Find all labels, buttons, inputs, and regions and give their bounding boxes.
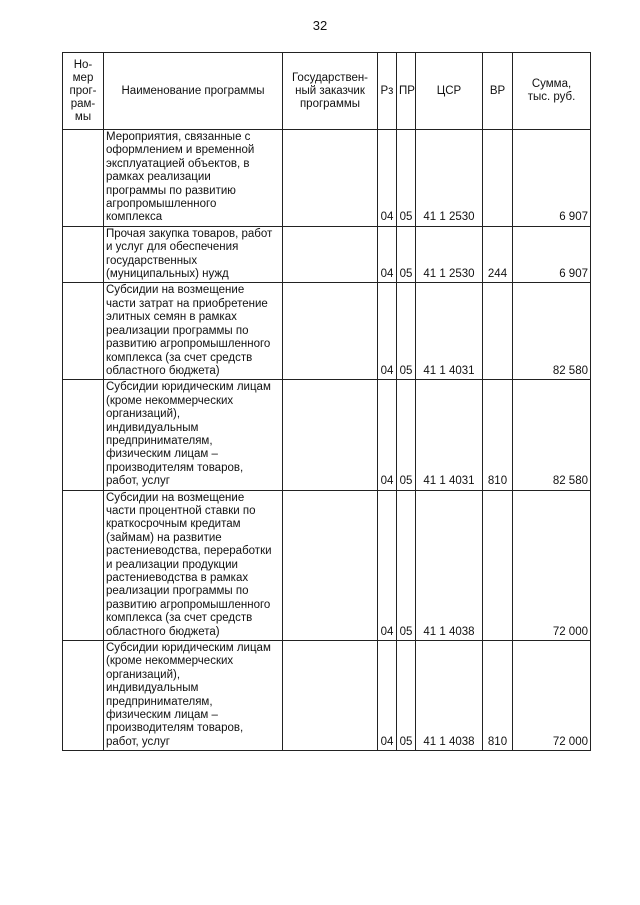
expense-type-cell (483, 490, 513, 640)
header-section (378, 53, 397, 130)
subsection-cell: 05 (397, 380, 416, 490)
header-expense-type (483, 53, 513, 130)
header-text-line: Государствен- (291, 71, 369, 84)
program-name-line: областного бюджета) (106, 364, 220, 377)
expense-type-cell: 244 (483, 226, 513, 283)
amount-cell: 72 000 (513, 490, 591, 640)
expense-type-cell (483, 130, 513, 227)
header-text-line: ПР (399, 84, 415, 97)
header-state-customer (283, 53, 378, 130)
target-article-cell: 41 1 4031 (416, 283, 483, 380)
program-name-line: части затрат на приобретение (106, 297, 268, 310)
program-name-line: развитию агропромышленного (106, 338, 271, 351)
program-name-line: Субсидии юридическим лицам (106, 642, 271, 655)
header-text-line: Рз (380, 84, 394, 97)
expense-type-cell (483, 283, 513, 380)
subsection-cell: 05 (397, 130, 416, 227)
program-name-line: индивидуальным (106, 421, 199, 434)
table-row (63, 490, 591, 640)
program-name-line: элитных семян в рамках (106, 311, 237, 324)
program-name-line: работ, услуг (106, 475, 170, 488)
program-name-line: предпринимателям, (106, 695, 213, 708)
section-cell: 04 (378, 283, 397, 380)
program-name-cell (104, 130, 283, 227)
target-article-cell: 41 1 4031 (416, 380, 483, 490)
program-name-line: реализации программы по (106, 585, 249, 598)
program-name-line: программы по развитию (106, 184, 236, 197)
state-customer-cell (283, 380, 378, 490)
section-cell: 04 (378, 380, 397, 490)
state-customer-cell (283, 226, 378, 283)
program-name-line: государственных (106, 254, 198, 267)
amount-cell: 6 907 (513, 226, 591, 283)
header-text-line: ЦСР (436, 84, 462, 97)
program-name-line: Мероприятия, связанные с (106, 131, 251, 143)
table-row (63, 283, 591, 380)
amount-cell: 6 907 (513, 130, 591, 227)
program-name-cell (104, 226, 283, 283)
program-name-line: производителям товаров, (106, 461, 244, 474)
subsection-cell: 05 (397, 490, 416, 640)
state-customer-cell (283, 641, 378, 751)
program-name-line: комплекса (106, 211, 163, 224)
table-row (63, 641, 591, 751)
program-number-cell (63, 380, 104, 490)
program-name-line: (кроме некоммерческих (106, 655, 234, 668)
program-name-line: физическим лицам – (106, 448, 218, 461)
state-customer-cell (283, 283, 378, 380)
program-name-line: (муниципальных) нужд (106, 268, 229, 281)
table-row (63, 226, 591, 283)
program-name-line: индивидуальным (106, 682, 199, 695)
expense-type-cell: 810 (483, 380, 513, 490)
program-name-line: организаций), (106, 408, 181, 421)
section-cell: 04 (378, 226, 397, 283)
subsection-cell: 05 (397, 226, 416, 283)
header-text-line: Сумма, (531, 78, 572, 90)
table-row (63, 130, 591, 227)
expense-type-cell: 810 (483, 641, 513, 751)
program-name-line: растениеводства, переработки (106, 545, 272, 558)
header-text-line: прог- (69, 84, 97, 97)
program-name-line: работ, услуг (106, 735, 170, 748)
program-name-line: организаций), (106, 668, 181, 681)
program-name-line: предпринимателям, (106, 434, 213, 447)
program-name-line: эксплуатацией объектов, в (106, 157, 250, 170)
program-name-line: оформлением и временной (106, 144, 255, 157)
amount-cell: 72 000 (513, 641, 591, 751)
program-number-cell (63, 130, 104, 227)
header-amount (513, 53, 591, 130)
program-name-line: (кроме некоммерческих (106, 394, 234, 407)
header-text-line: ВР (489, 84, 506, 97)
header-target-article (416, 53, 483, 130)
target-article-cell: 41 1 4038 (416, 490, 483, 640)
program-name-line: Прочая закупка товаров, работ (106, 227, 273, 240)
program-name-line: (займам) на развитие (106, 531, 222, 544)
subsection-cell: 05 (397, 641, 416, 751)
program-name-line: комплекса (за счет средств (106, 351, 253, 364)
section-cell: 04 (378, 490, 397, 640)
program-name-line: и реализации продукции (106, 558, 238, 571)
state-customer-cell (283, 130, 378, 227)
program-name-line: областного бюджета) (106, 625, 220, 638)
program-number-cell (63, 490, 104, 640)
program-name-line: комплекса (за счет средств (106, 612, 253, 625)
program-name-line: агропромышленного (106, 198, 217, 211)
subsection-cell: 05 (397, 283, 416, 380)
header-program-name (104, 53, 283, 130)
program-name-line: растениеводства в рамках (106, 572, 249, 584)
header-text-line: программы (299, 97, 361, 110)
program-name-line: развитию агропромышленного (106, 598, 271, 611)
table-row (63, 380, 591, 490)
target-article-cell: 41 1 2530 (416, 226, 483, 283)
header-program-number (63, 53, 104, 130)
program-number-cell (63, 283, 104, 380)
header-text-line: мы (74, 110, 92, 123)
page-number: 32 (312, 18, 328, 33)
header-text-line: Но- (73, 58, 93, 71)
program-name-cell (104, 641, 283, 751)
program-name-line: Субсидии юридическим лицам (106, 381, 271, 394)
header-text-line: тыс. руб. (527, 91, 576, 103)
state-customer-cell (283, 490, 378, 640)
program-name-cell (104, 490, 283, 640)
header-text-line: мер (72, 71, 94, 84)
target-article-cell: 41 1 2530 (416, 130, 483, 227)
budget-table (62, 52, 591, 751)
header-subsection (397, 53, 416, 130)
program-name-line: реализации программы по (106, 324, 249, 337)
header-text-line: Наименование программы (121, 84, 265, 97)
program-name-line: Субсидии на возмещение (106, 491, 245, 504)
program-name-line: рамках реализации (106, 171, 211, 184)
program-number-cell (63, 641, 104, 751)
header-text-line: рам- (70, 97, 96, 110)
table-header-row (63, 53, 591, 130)
section-cell: 04 (378, 641, 397, 751)
program-name-cell (104, 283, 283, 380)
program-name-line: Субсидии на возмещение (106, 284, 245, 297)
section-cell: 04 (378, 130, 397, 227)
amount-cell: 82 580 (513, 380, 591, 490)
program-name-cell (104, 380, 283, 490)
program-number-cell (63, 226, 104, 283)
program-name-line: физическим лицам – (106, 709, 218, 722)
program-name-line: краткосрочным кредитам (106, 518, 241, 531)
program-name-line: части процентной ставки по (106, 504, 256, 517)
target-article-cell: 41 1 4038 (416, 641, 483, 751)
amount-cell: 82 580 (513, 283, 591, 380)
header-text-line: ный заказчик (295, 84, 365, 97)
program-name-line: производителям товаров, (106, 722, 244, 735)
program-name-line: и услуг для обеспечения (106, 241, 239, 254)
